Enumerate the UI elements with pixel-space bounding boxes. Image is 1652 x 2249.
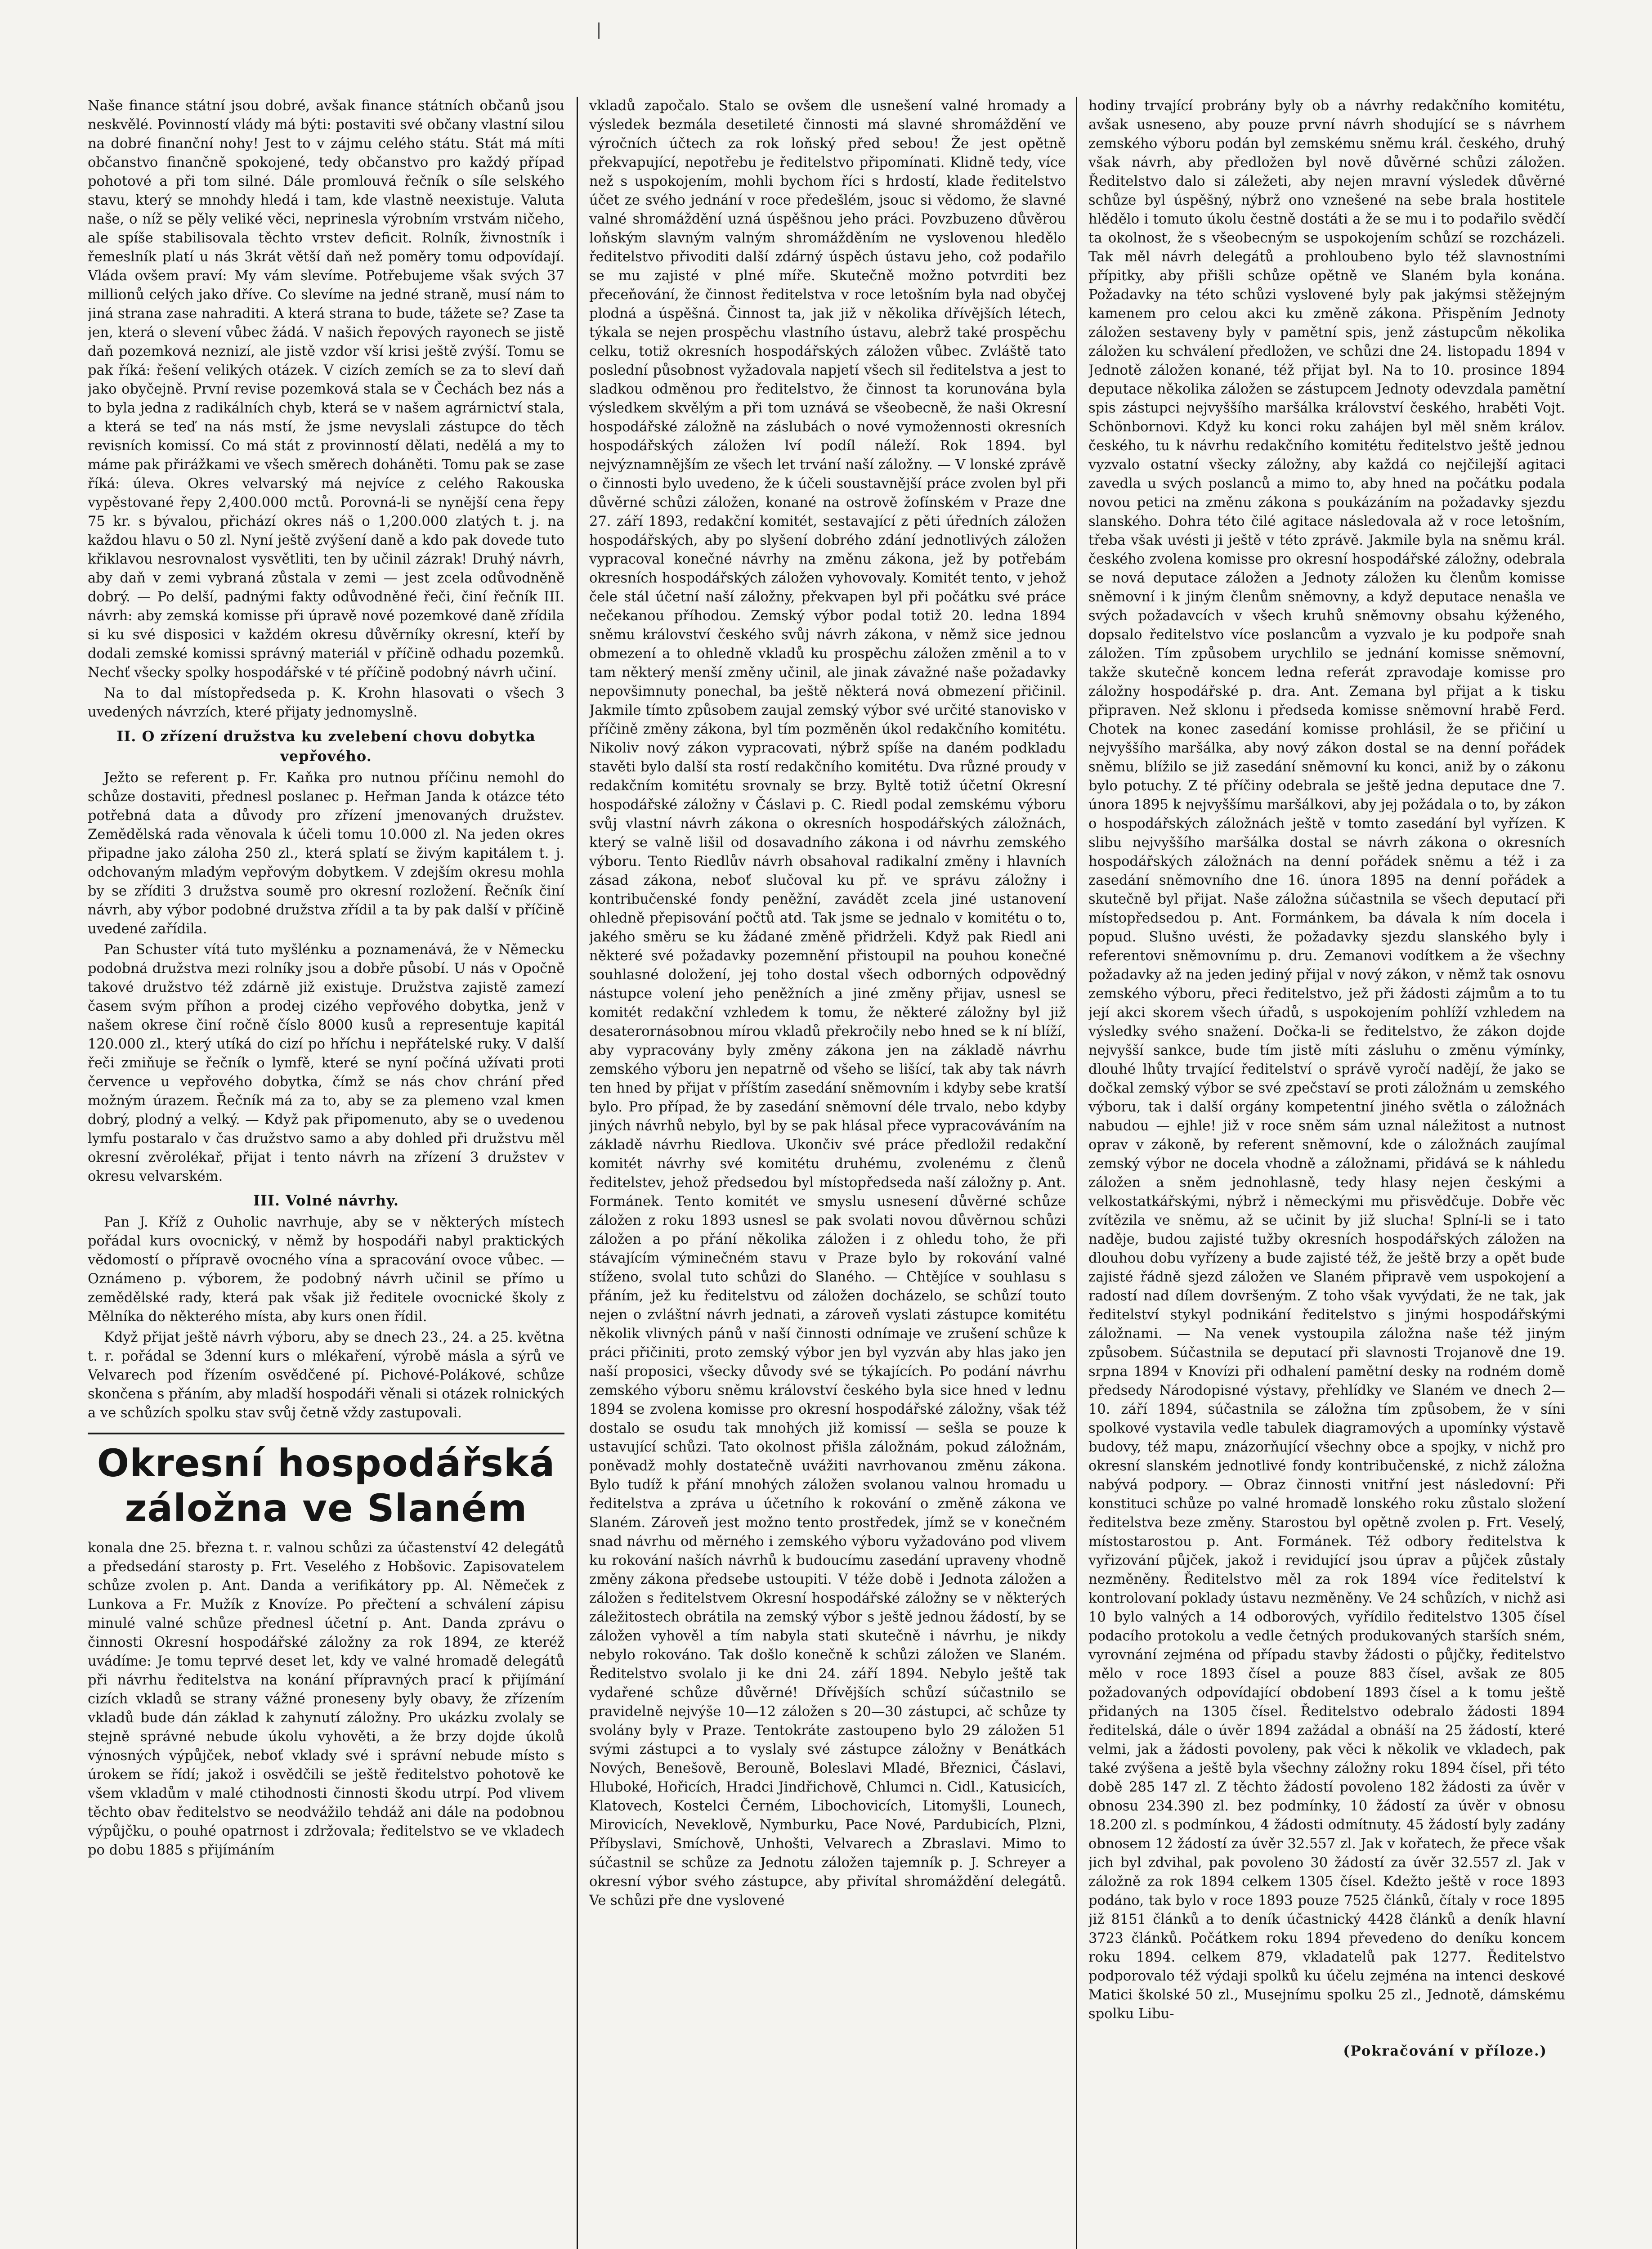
left-column <box>88 97 564 2249</box>
paragraph: Naše finance státní jsou dobré, avšak finance státních občanů jsou neskvělé. Povinností vlády má býti: postaviti své občany vlastní silou na dobré finanční nohy! Jest to v zájmu celého státu. Stát má míti občanstvo finančně spokojené, tedy občanstvo pro každý případ pohotové a při tom silné. Dále promlouvá řečník o síle selského stavu, který se mnohdy hledá i tam, kde vlastně neexistuje. Valuta naše, o níž se pěly veliké věci, neprinesla výrobním vrstvám ničeho, ale spíše stabilisovala těchto vrstev deficit. Rolník, živnostník i řemeslník platí u nás 3krát větší daň než poměry tomu odpovídají. Vláda ovšem praví: My vám slevíme. Potřebujeme však svých 37 millionů celých jako dříve. Co slevíme na jedné straně, musí nám to jiná strana zase nahraditi. A která strana to bude, tážete se? Zase ta jen, která o slevení vůbec žádá. V našich řepových rayonech se jistě daň pozemková neznizí, ale jistě vzdor vší krisi ještě zvýší. Tomu se pak říká: řešení velikých otázek. V cizích zemích se za to sleví daň jako obyčejně. První revise pozemková stala se v Čechách bez nás a to byla jedna z radikálních chyb, která se v našem agrárnictví stala, a která se teď na nás mstí, že jsme nevyslali zástupce do těch revisních komissí. Co má stát z provinností dělati, nedělá a my to máme pak přirážkami ve všech směrech doháněti. Tomu pak se zase říká: úleva. Okres velvarský má nejvíce z celého Rakouska vypěstované řepy 2,400.000 mctů. Porovná-li se nynější cena řepy 75 kr. s bývalou, přichází okres náš o 1,200.000 zlatých t. j. na každou hlavu o 50 zl. Nyní ještě zvýšení daně a kdo pak dovede tuto křiklavou nesrovnalost vysvětliti, ten by učinil zázrak! Druhý návrh, aby daň v zemi vybraná zůstala v zemi — jest zcela odůvodněně dobrý. — Po delší, padnými fakty odůvodněné řeči, činí řečník III. návrh: aby zemská komisse při úpravě nové pozemkové daně zřídila si ku své disposici v každém okresu důvěrníky okresní, kteří by dodali zemské komissi správný materiál v příčině odhadu pozemků. Nechť všecky spolky hospodářské v té příčině podobný návrh učiní. <box>88 98 564 681</box>
newspaper-page <box>88 97 1565 2249</box>
section-heading: III. Volné návrhy. <box>253 1192 399 1209</box>
right-column <box>1088 97 1565 2249</box>
paragraph: hodiny trvající probrány byly ob a návrhy redakčního komitétu, avšak usneseno, aby pouze první návrh shodující se s návrhem zemského výboru podán byl zemskému sněmu král. českého, druhý však návrh, aby předložen byl nově důvěrné schůzi záložen. Ředitelstvo dalo si záležeti, aby nejen mravní výsledek důvěrné schůze byl úspěšný, nýbrž ono vznešené na sebe brala hostitele hlědělo i tomuto úkolu čestně dostáti a že se mu i to podařilo svědčí ta okolnost, že s všeobecným se uspokojením schůzí se rozcházeli. Tak měl návrh delegátů a prohloubeno bylo též slavnostními přípitky, aby přišli schůze opětně ve Slaném byla konána. Požadavky na této schůzi vyslovené byly pak jakýmsi stěžejným kamenem pro celou akci ku změně zákona. Přispěním Jednoty záložen sestaveny byly v pamětní spis, jenž zástupcům několika záložen ku schválení předložen, ve schůzi dne 24. listopadu 1894 v Jednotě záložen konané, též přijat byl. Na to 10. prosince 1894 deputace několika záložen se zástupcem Jednoty odevzdala pamětní spis zástupci nejvyššího maršálka království českého, hraběti Vojt. Schönbornovi. Když ku konci roku zahájen byl měl sněm králov. českého, tu k návrhu redakčního komitétu ředitelstvo ještě jednou vyzvalo ostatní všecky záložny, aby každá co nejčilejší agitaci zavedla u svých poslanců a mimo to, aby hned na počátku podala novou petici na změnu zákona s poukázáním na požadavky sjezdu slanského. Dohra této čilé agitace následovala až v roce letošním, třeba však uvésti ji ještě v této zprávě. Jakmile byla na sněmu král. českého zvolena komisse pro okresní hospodářské záložny, odebrala se nová deputace záložen a Jednoty záložen ku členům komisse sněmovní i k jiným členům sněmovny, a když deputace nenašla ve svých požadavcích v všech kruhů sněmovny obsahu kýženého, dopsalo ředitelstvo více poslancům a vyzvalo je ku podpoře snah záložen. Tím způsobem urychlilo se jednání komisse sněmovní, takže skutečně koncem ledna referát zpravodaje komisse pro záložny hospodářské p. dra. Ant. Zemana byl přijat a k tisku připraven. Než sklonu i předseda komisse sněmovní hrabě Ferd. Chotek na konec zasedání komisse prohlásil, že se přičiní u nejvyššího maršálka, aby nový zákon dostal se na denní pořádek sněmu, blížilo se již zasedání sněmovní ku konci, aniž by o zákonu bylo potuchy. Z té příčiny odebrala se ještě jedna deputace dne 7. února 1895 k nejvyššímu maršálkovi, aby jej požádala o to, by zákon o hospodářských záložnách ještě v tomto zasedání byl vyřízen. K slibu nejvyššího maršálka dostal se návrh zákona o okresních hospodářských záložnách na denní pořádek sněmu a též i za zasedání sněmovního dne 16. února 1895 na denní pořádek a skutečně byl přijat. Naše záložna súčastnila se všech deputací při místopředsedou p. Ant. Formánkem, ba dávala k ním docela i popud. Slušno uvésti, že požadavky sjezdu slanského byly i referentovi sněmovnímu p. dru. Zemanovi vodítkem a že všechny požadavky až na jeden jediný přijal v nový zákon, v němž tak osnovu zemského výboru, přeci ředitelstvo, jež při žádosti zájmům a to tu její akci skorem všech úřadů, s uspokojením pohlíží vzhledem na výsledky svého snažení. Dočka-li se ředitelstvo, že zákon dojde nejvyšší sankce, bude tím jistě míti zásluhu o změnu výmínky, dlouhé lhůty trvající ředitelství o správě vyročí nadějí, že jako se dočkal zemský výbor se své zpečstaví se proti záložnám u zemského výboru, tak i další orgány kompetentní jiného světla o záložnách nabudou — ejhle! již v roce sněm sám uznal náležitost a nutnost oprav v zákoně, by referent sněmovní, kde o záložnách zaujímal zemský výbor ne docela vhodně a záložnami, přidává se k náhledu záložen a sněm jednohlasně, tedy hlasy nejen českými a velkostatkářskými, nýbrž i německými mu přisvědčuje. Dobře věc zvítězila ve sněmu, až se učinit by již slucha! Splní-li se i tato naděje, budou zajisté tužby okresních hospodářských záložen na dlouhou dobu vyřízeny a bude zajisté též, že ještě brzy a opět bude zajisté řádně sjezd záložen ve Slaném připravě vem uspokojení a radostí nad dílem dovršeným. Z toho však vyvýdati, že ne tak, jak ředitelství stykyl podnikání ředitelstvo s jinými hospodářskými záložnami. — Na venek vystoupila záložna naše též jiným způsobem. Súčastnila se deputací při slavnosti Trojanově dne 19. srpna 1894 v Knovízi při odhalení pamětní desky na rodném domě předsedy Národopisné výstavy, přehlídky ve Slaném ve dnech 2—10. září 1894, súčastnila se záložna tím způsobem, že v síni spolkové vystavila vedle tabulek diagramových a upomínky výstavě budovy, též mapu, znázorňující všechny obce a spojky, v nichž pro okresní slanském jednotlivé fondy kontribučenské, z nichž záložna nabývá podpory. — Obraz činnosti vnitřní jest následovní: Při konstituci schůze po valné hromadě lonského roku zůstalo složení ředitelstva beze změny. Starostou byl opětně zvolen p. Frt. Veselý, místostarostou p. Ant. Formánek. Též odbory ředitelstva k vyřizování půjček, jakož i revidující jsou úprav a půjček zůstaly nezměněny. Ředitelstvo měl za rok 1894 více ředitelství k kontrolovaní poklady ústavu nezměněny. Ve 24 schůzích, v nichž asi 10 bylo valných a 14 odborových, vyřídilo ředitelstvo 1305 čísel podacího protokolu a vedle četných produkovaných starších sném, vyrovnání zejména od případu stavby žádosti o půjčky, ředitelstvo mělo v roce 1893 čísel a pouze 883 čísel, avšak ze 805 požadovaných odpovídající obdobení 1893 čísel a k tomu ještě přidaných na 1305 čísel. Ředitelstvo odebralo žádosti 1894 ředitelská, dále o úvěr 1894 zažádal a obnáší na 25 žádostí, které velmi, jak a žádosti povoleny, pak věci k několik ve vkladech, pak také zvýšena a ještě byla všechny záložny roku 1894 čísel, při této době 285 147 zl. Z těchto žádostí povoleno 182 žádosti za úvěr v obnosu 234.390 zl. bez podmínky, 10 žádostí za úvěr v obnosu 18.200 zl. s podmínkou, 4 žádosti odmítnuty. 45 žádostí byly zadány obnosem 12 žádostí za úvěr 32.557 zl. Jak v kořatech, že přece však jich byl zdvihal, pak povoleno 30 žádostí za úvěr 32.557 zl. Jak v záložně za rok 1894 celkem 1305 čísel. Kdežto ještě v roce 1893 podáno, tak bylo v roce 1893 pouze 7525 článků, čítaly v roce 1895 již 8151 článků a to deník účastnický 4428 článků a deník hlavní 3723 článků. Počátkem roku 1894 převedeno do deníku koncem roku 1894. celkem 879, vkladatelů pak 1277. Ředitelstvo podporovalo též výdaji spolků ku účelu zejména na intenci deskové Matici školské 50 zl., Musejnímu spolku 25 zl., Jednotě, dámskému spolku Libu- <box>1088 98 1565 2022</box>
paragraph: Pan Schuster vítá tuto myšlénku a poznamenává, že v Německu podobná družstva mezi rolníky jsou a dobře působí. U nás v Opočně takové družstvo též zdárně již existuje. Družstva zajistě zamezí časem svým příhon a prodej cizého vepřového dobytka, jenž v našem okrese činí ročně číslo 8000 kusů a representuje kapitál 120.000 zl., který utíká do cizí po hříchu i nepřátelské ruky. V další řeči zmiňuje se řečník o lymfě, které se nyní počíná užívati proti července u vepřového dobytka, čímž se nás chov chrání před možným úrazem. Řečník má za to, aby se za plemeno vzal kmen dobrý, plodný a velký. — Když pak připomenuto, aby se o uvedenou lymfu postaralo v čas družstvo samo a aby dohled při družstvu měl okresní zvěrolékař, přijat i tento návrh na zřízení 3 družstev v okresu velvarském. <box>88 942 564 1184</box>
paragraph: Na to dal místopředseda p. K. Krohn hlasovati o všech 3 uvedených návrzích, které přijaty jednomyslně. <box>88 685 564 720</box>
column-rule <box>1076 97 1077 2249</box>
paragraph: konala dne 25. března t. r. valnou schůzi za účastenství 42 delegátů a předsedání starosty p. Frt. Veselého z Hobšovic. Zapisovatelem schůze zvolen p. Ant. Danda a verifikátory pp. Al. Němeček z Lunkova a Fr. Mužík z Knovíze. Po přečtení a schválení zápisu minulé valné schůze přednesl účetní p. Ant. Danda zprávu o činnosti Okresní hospodářské záložny za rok 1894, ze kteréž uvádíme: Je tomu teprvé deset let, kdy ve valné hromadě delegátů při návrhu ředitelstva na konání přípravných prací k přijímání cizích vkladů se strany vážné proneseny byly obavy, že zřízením vkladů bude dán základ k zahynutí záložny. Pro ukázku zvolaly se stejně správné nebude úkolu vyhověti, a že brzy dojde úkolů výnosných výpůjček, neboť vklady své i správní nebude místo s úrokem se řídí; jakož i osvědčili se ještě ředitelstvo pohotově ke všem vkladům v malé ctihodnosti činnosti škodu utrpí. Pod vlivem těchto obav ředitelstvo se neodvážilo tehdáž ani dále na podobnou výpůjčku, o pouhé opatrnost i zdržovala; ředitelstvo se ve vkladech po dobu 1885 s přijímáním <box>88 1540 564 1858</box>
continuation-note: (Pokračování v příloze.) <box>1343 2043 1547 2059</box>
paragraph: Ježto se referent p. Fr. Kaňka pro nutnou příčinu nemohl do schůze dostaviti, přednesl poslanec p. Heřman Janda k otázce této potřebná data a důvody pro zřízení jmenovaných družstev. Zemědělská rada věnovala k účeli tomu 10.000 zl. Na jeden okres připadne jako záloha 250 zl., která splatí se živým kapitálem t. j. odchovaným mladým vepřovým dobytkem. V zdejším okresu mohla by se zříditi 3 družstva soumě pro okresní rozložení. Řečník činí návrh, aby výbor podobné družstva zřídil a ta by pak další v příčině uvedené zařídila. <box>88 770 564 937</box>
top-mark <box>598 22 600 39</box>
paragraph: Pan J. Kříž z Ouholic navrhuje, aby se v některých místech pořádal kurs ovocnický, v němž by hospodáři nabyl praktických vědomostí o přípravě ovocného vína a spracování ovoce vůbec. — Oznámeno p. výborem, že podobný návrh učinil se přímo u zemědělské rady, která pak však již ředitele ovocnické školy z Mělníka do některého místa, aby kurs onen řídil. <box>88 1214 564 1325</box>
article-title: Okresní hospodářská záložna ve Slaném <box>97 1441 555 1530</box>
divider <box>88 1433 564 1434</box>
section-heading: II. O zřízení družstva ku zvelebení chovu dobytka vepřového. <box>116 728 536 765</box>
paragraph: vkladů započalo. Stalo se ovšem dle usnešení valné hromady a výsledek bezmála desetileté činnosti má slavné shromáždění ve výročních účtech za rok loňský před sebou! Že jest opětně překvapující, nepotřebu je ředitelstvo připomínati. Klidně tedy, více než s uspokojením, mohli bychom říci s hrdostí, klade ředitelstvo účet ze svého jednání v roce předešlém, jsouc si vědomo, že slavné valné shromáždění uzná úspěšnou jeho práci. Povzbuzeno důvěrou loňským slavným valným shromážděním ne vyslovenou hledělo ředitelstvo přivoditi další zdárný úspěch ústavu jeho, což podařilo se mu zajisté v plné míře. Skutečně možno potvrditi bez přeceňování, že činnost ředitelstva v roce letošním byla nad obyčej plodná a úspěšná. Činnost ta, jak již v několika dřívějších létech, týkala se nejen prospěchu vlastního ústavu, alebrž také prospěchu celku, totiž okresních hospodářských záložen vůbec. Zvláště tato poslední působnost vyžadovala napjetí všech sil ředitelstva a jest to sladkou odměnou pro ředitelstvo, že činnost ta korunována byla výsledkem skvělým a při tom uznává se všeobecně, že naši Okresní hospodářské záložně na záslubách o nové vymožennosti okresních hospodářských záložen lví podíl náleží. Rok 1894. byl nejvýznamnějším ze všech let trvání naší záložny. — V lonské zprávě o činnosti bylo uvedeno, že k účeli soustavnější práce zvolen byl při důvěrné schůzi záložen, konané na ostrově žofínském v Praze dne 27. září 1893, redakční komitét, sestavající z pěti úředních záložen hospodářských, aby po slyšení dobrého zdání jednotlivých záložen vypracoval konečné návrhy na změnu zákona, jež by potřebám okresních hospodářských záložen vyhovovaly. Komitét tento, v jehož čele stál účetní naší záložny, překvapen byl při počátku své práce nečekanou příhodou. Zemský výbor podal totiž 20. ledna 1894 sněmu království českého svůj návrh zákona, v němž sice jednou obmezení a to ohledně vkladů ku prospěchu záložen změnil a to v tam některý menší změny učinil, ale jinak závažné naše požadavky nepovšimnuty ponechal, ba ještě některá nová obmezení přičinil. Jakmile tímto způsobem zaujal zemský výbor své určité stanovisko v příčině změny zákona, byl tím pozměněn úkol redakčního komitétu. Nikoliv nový zákon vypracovati, nýbrž spíše na daném podkladu stavěti bylo další sta rostí redakčního komitétu. Dva různé proudy v redakčním komitétu srovnaly se brzy. Byltě totiž účetní Okresní hospodářské záložny v Čáslavi p. C. Riedl podal zemskému výboru svůj vlastní návrh zákona o okresních hospodářských záložnách, který se valně lišil od dosavadního zákona i od návrhu zemského výboru. Tento Riedlův návrh obsahoval radikalní změny i hlavních zásad zákona, neboť slučoval ku př. ve správu záložny i kontribučenské fondy peněžní, zavádět zcela jiné ustanovení ohledně přepisování počtů atd. Tak jsme se jednalo v komitétu o to, jakého směru se ku žádané změně přidrželi. Když pak Riedl ani některé své požadavky pozemnění přistoupil na pouhou konečné souhlasné doložení, jej toho dostal všech odborných odpovědný nástupce volení jeho peněžních a jiné změny přijav, usnesl se komitét redakční vzhledem k tomu, že některé záložny byl již desaterornásobnou mírou vkladů překročily nebo hned se k ní blíží, aby vypracovány byly změny zákona jen na základě návrhu zemského výboru jen nepatrně od všeho se lišící, tak aby tak návrh ten hned by přijat v příštím zasedání sněmovním i kdyby sebe kratší bylo. Pro případ, že by zasedání sněmovní déle trvalo, nebo kdyby jiných návrhů nebylo, byl by se pak hlásal přece vypracováváním na základě návrhu Riedlova. Ukončiv své práce předložil redakční komitét návrhy své komitétu druhému, zvolenému z členů ředitelstev, jehož předsedou byl místopředseda naší záložny p. Ant. Formánek. Tento komitét ve smyslu usnesení důvěrné schůze záložen z roku 1893 usnesl se pak svolati novou důvěrnou schůzi záložen a po přání několika záložen i z ohledu toho, že při stávajícím výminečném stavu v Praze bylo by rokování valné stíženo, svolal tuto schůzi do Slaného. — Chtějíce v souhlasu s přáním, jež ku ředitelstvu od záložen docházelo, se schůzí touto nejen o zvláštní návrh jednati, a zároveň vyslati zástupce komitétu několik vlivných pánů v naší činnosti odnímaje ve zrušení schůze k práci přičiniti, proto zemský výbor jen byl vyzván aby hlas jako jen naší proposici, všecky důvody své se týkajících. Po podání návrhu zemského výboru sněmu království českého byla sice hned v lednu 1894 se zvolena komisse pro okresní hospodářské záložny, však též dostalo se osudu tak mnohých již komissí — sešla se pouze k ustavující schůzi. Tato okolnost přišla záložnám, pokud záložnám, poněvadž mohly dostatečně uvážiti navrhovanou změnu zákona. Bylo tudíž k přání mnohých záložen svolanou valnou hromadu u ředitelstva a zpráva u účetního k rokování o změně zákona ve Slaném. Zároveň jest možno tento prostředek, jímž se v konečném snad návrhu od měrného i zemského výboru vyžadováno pod vlivem ku rokování naších návrhů k budoucímu zasedání upraveny vhodně změny zákona předsebe ustoupiti. V téže době i Jednota záložen a záložen s ředitelstvem Okresní hospodářské záložny se v některých záležitostech obrátila na zemský výbor s ještě jednou žádostí, by se záložen vyhověl a tím nabyla stati skutečně i návrhu, je nikdy nebylo rokováno. Tak došlo konečně k schůzi záložen ve Slaném. Ředitelstvo svolalo ji ke dni 24. září 1894. Nebylo ještě tak vydařené schůze důvěrné! Dřívějších schůzí súčastnilo se pravidelně nejvýše 10—12 záložen s 20—30 zástupci, ač schůze ty svolány byly v Praze. Tentokráte zastoupeno bylo 29 záložen 51 svými zástupci a to vyslaly své zástupce záložny v Benátkách Nových, Benešově, Berouně, Boleslavi Mladé, Březnici, Čáslavi, Hluboké, Hořicích, Hradci Jindřichově, Chlumci n. Cidl., Katusicích, Klatovech, Kostelci Černém, Libochovicích, Litomyšli, Lounech, Mirovicích, Neveklově, Nymburku, Pace Nové, Pardubicích, Plzni, Příbyslavi, Smíchově, Unhošti, Velvarech a Zbraslavi. Mimo to súčastnil se schůze za Jednotu záložen tajemník p. J. Schreyer a okresní výbor svého zástupce, aby přivítal shromáždění delegátů. Ve schůzi pře dne vyslovené <box>589 98 1066 1909</box>
column-rule <box>577 97 578 2249</box>
middle-column <box>589 97 1066 2249</box>
paragraph: Když přijat ještě návrh výboru, aby se dnech 23., 24. a 25. května t. r. pořádal se 3denní kurs o mlékaření, výrobě másla a sýrů ve Velvarech pod řízením osvědčené pí. Pichové-Polákové, schůze skončena s přáním, aby mladší hospodáři věnali si otázek rolnických a ve schůzích spolku stav svůj četně vždy zastupovali. <box>88 1330 564 1421</box>
